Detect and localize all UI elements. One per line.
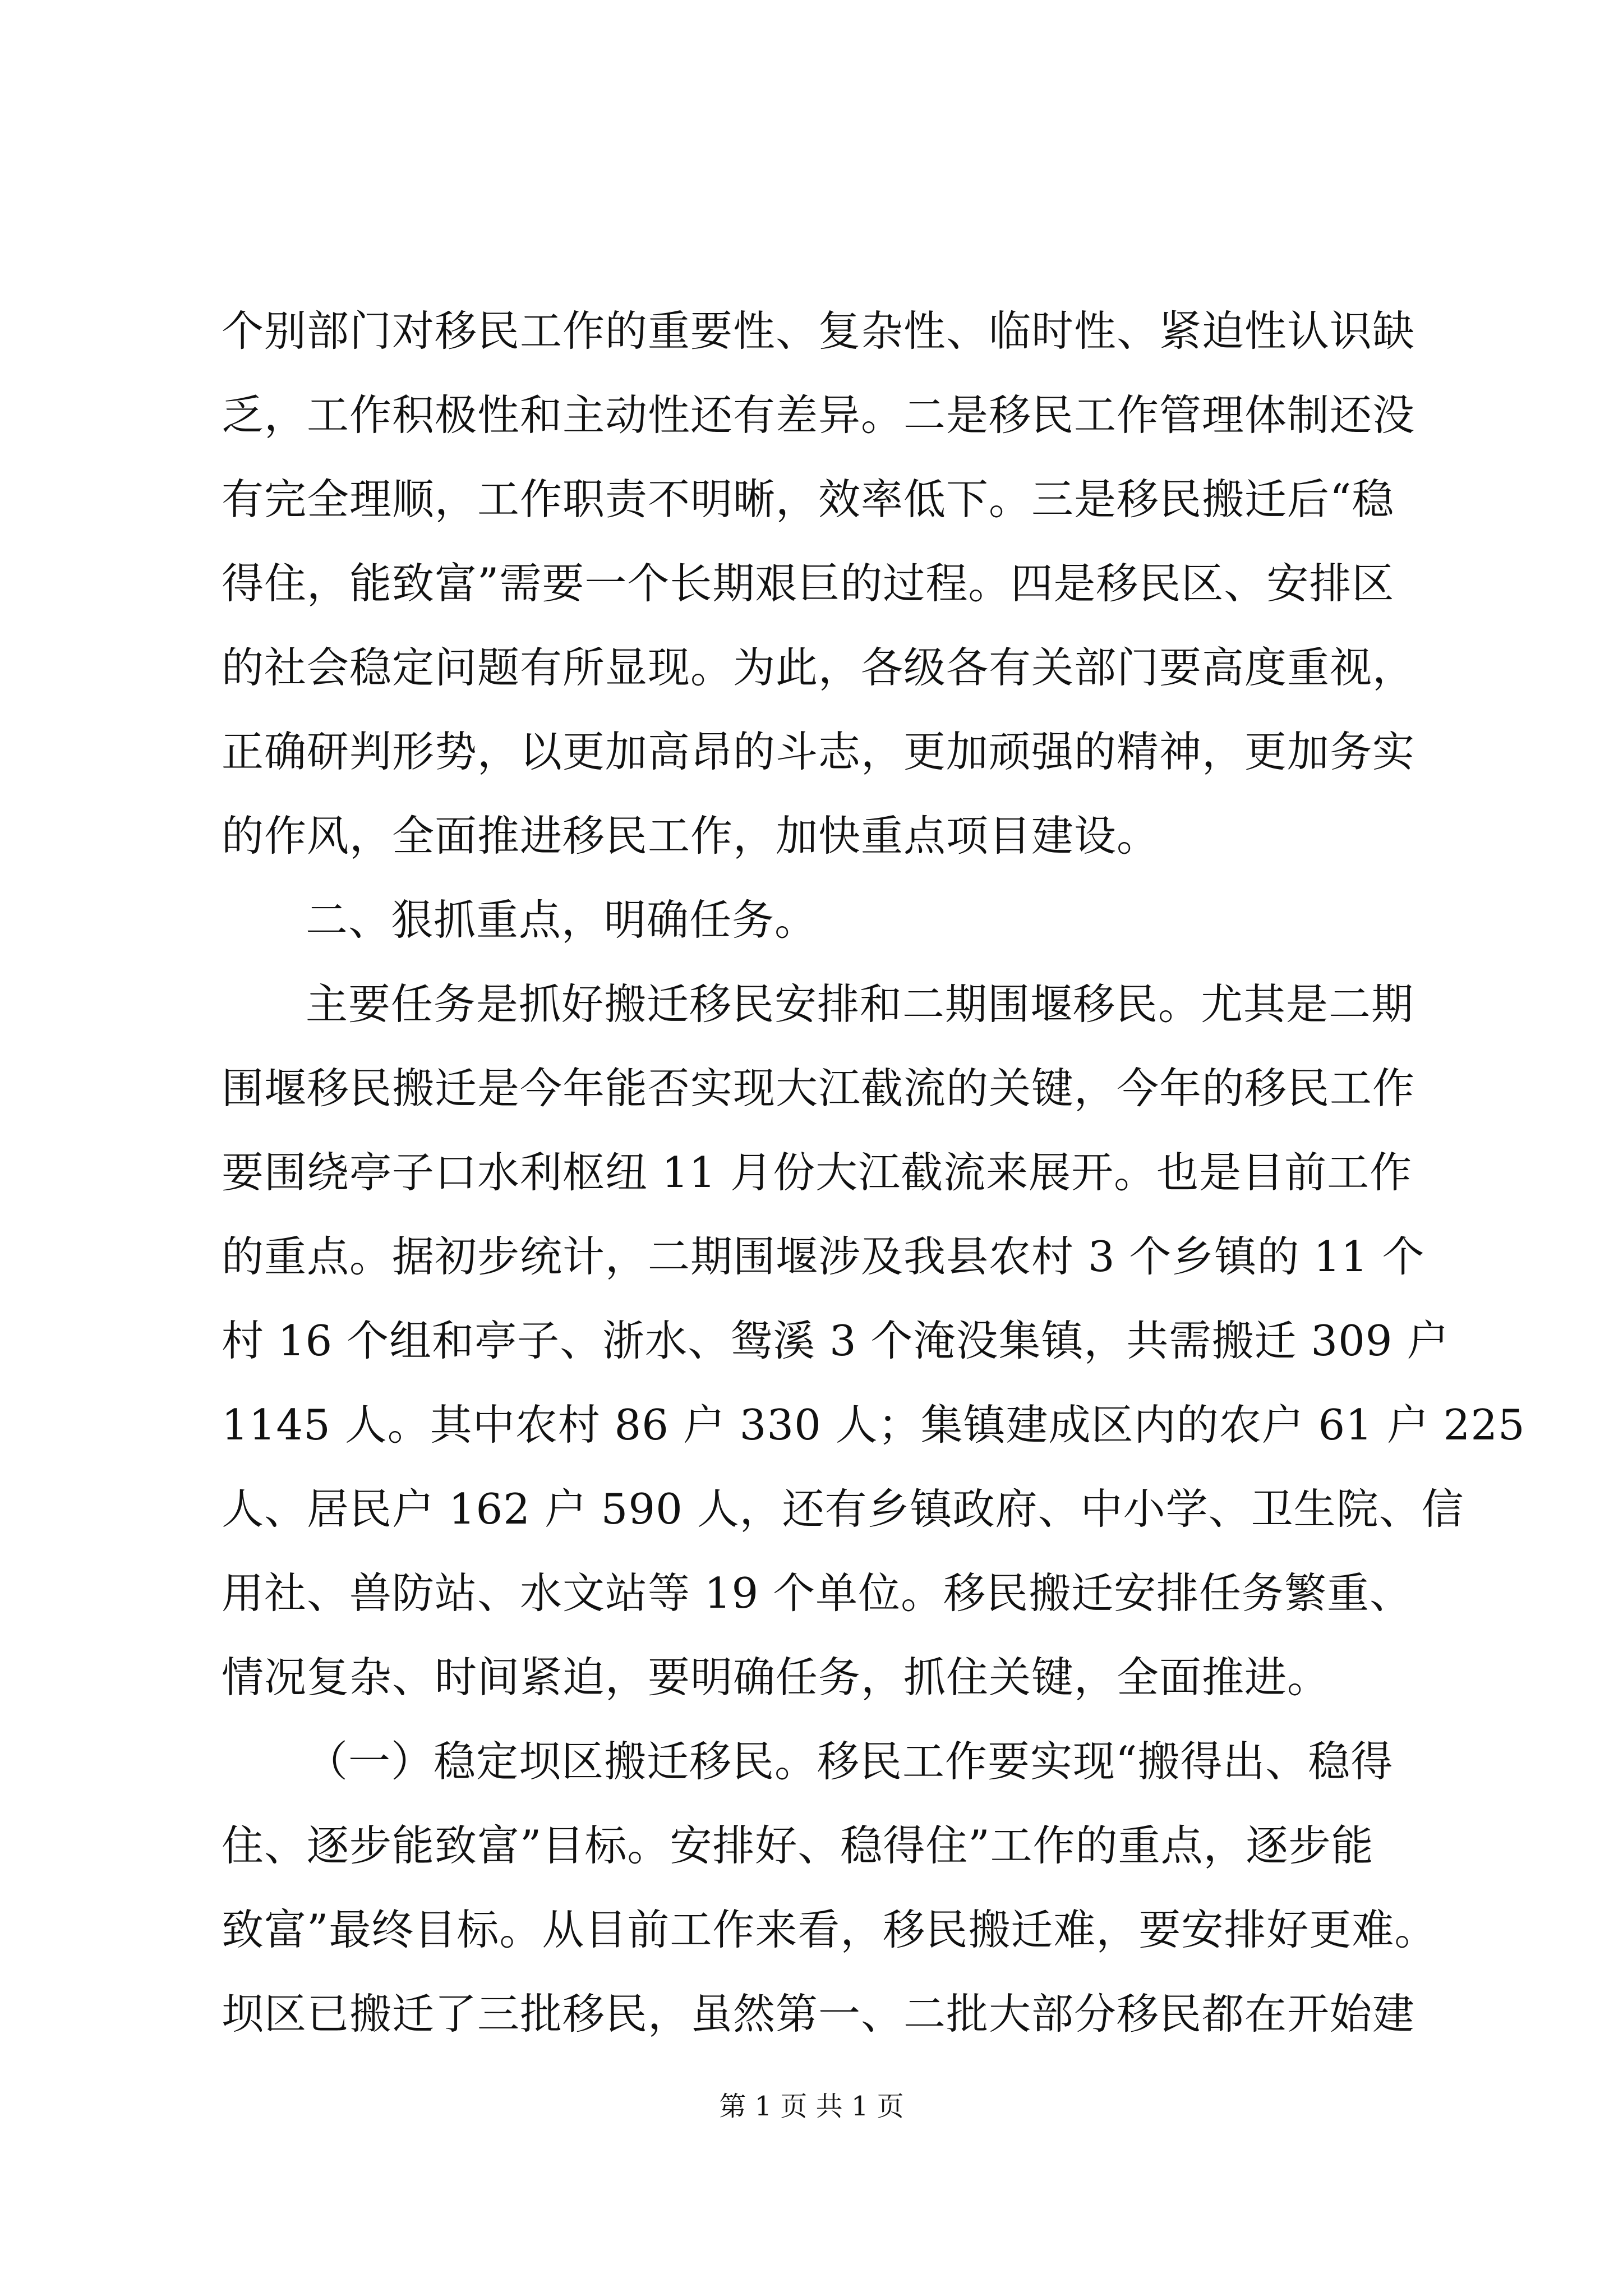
- text-line: 有完全理顺，工作职责不明晰，效率低下。三是移民搬迁后“稳: [222, 475, 1395, 524]
- text-line: 的作风，全面推进移民工作，加快重点项目建设。: [222, 811, 1160, 861]
- paragraph-start-line: 主要任务是抓好搬迁移民安排和二期围堰移民。尤其是二期: [306, 979, 1414, 1029]
- text-line: 坝区已搬迁了三批移民，虽然第一、二批大部分移民都在开始建: [222, 1989, 1415, 2039]
- text-line: 的社会稳定问题有所显现。为此，各级各有关部门要高度重视，: [222, 643, 1415, 692]
- text-line: 致富”最终目标。从目前工作来看，移民搬迁难，要安排好更难。: [222, 1905, 1437, 1954]
- text-line: 围堰移民搬迁是今年能否实现大江截流的关键，今年的移民工作: [222, 1064, 1415, 1113]
- text-line: 情况复杂、时间紧迫，要明确任务，抓住关键，全面推进。: [222, 1653, 1330, 1702]
- section-heading: 二、狠抓重点，明确任务。: [306, 895, 818, 945]
- text-line: 乏，工作积极性和主动性还有差异。二是移民工作管理体制还没: [222, 390, 1415, 440]
- text-line: 住、逐步能致富”目标。安排好、稳得住”工作的重点，逐步能: [222, 1821, 1374, 1870]
- text-line: 村 16 个组和亭子、浙水、鸳溪 3 个淹没集镇，共需搬迁 309 户: [222, 1316, 1450, 1365]
- text-line: 得住，能致富”需要一个长期艰巨的过程。四是移民区、安排区: [222, 559, 1395, 608]
- text-line: 1145 人。其中农村 86 户 330 人；集镇建成区内的农户 61 户 225: [222, 1400, 1525, 1450]
- text-line: 的重点。据初步统计，二期围堰涉及我县农村 3 个乡镇的 11 个: [222, 1232, 1425, 1281]
- text-line: 正确研判形势，以更加高昂的斗志，更加顽强的精神，更加务实: [222, 727, 1415, 776]
- text-line: 用社、兽防站、水文站等 19 个单位。移民搬迁安排任务繁重、: [222, 1568, 1413, 1618]
- text-line: 要围绕亭子口水利枢纽 11 月份大江截流来展开。也是目前工作: [222, 1148, 1413, 1197]
- subsection-start-line: （一）稳定坝区搬迁移民。移民工作要实现“搬得出、稳得: [306, 1737, 1394, 1786]
- text-line: 人、居民户 162 户 590 人，还有乡镇政府、中小学、卫生院、信: [222, 1484, 1464, 1534]
- page-footer: 第 1 页 共 1 页: [719, 2091, 904, 2122]
- text-line: 个别部门对移民工作的重要性、复杂性、临时性、紧迫性认识缺: [222, 306, 1415, 356]
- body-text: [222, 289, 1525, 2056]
